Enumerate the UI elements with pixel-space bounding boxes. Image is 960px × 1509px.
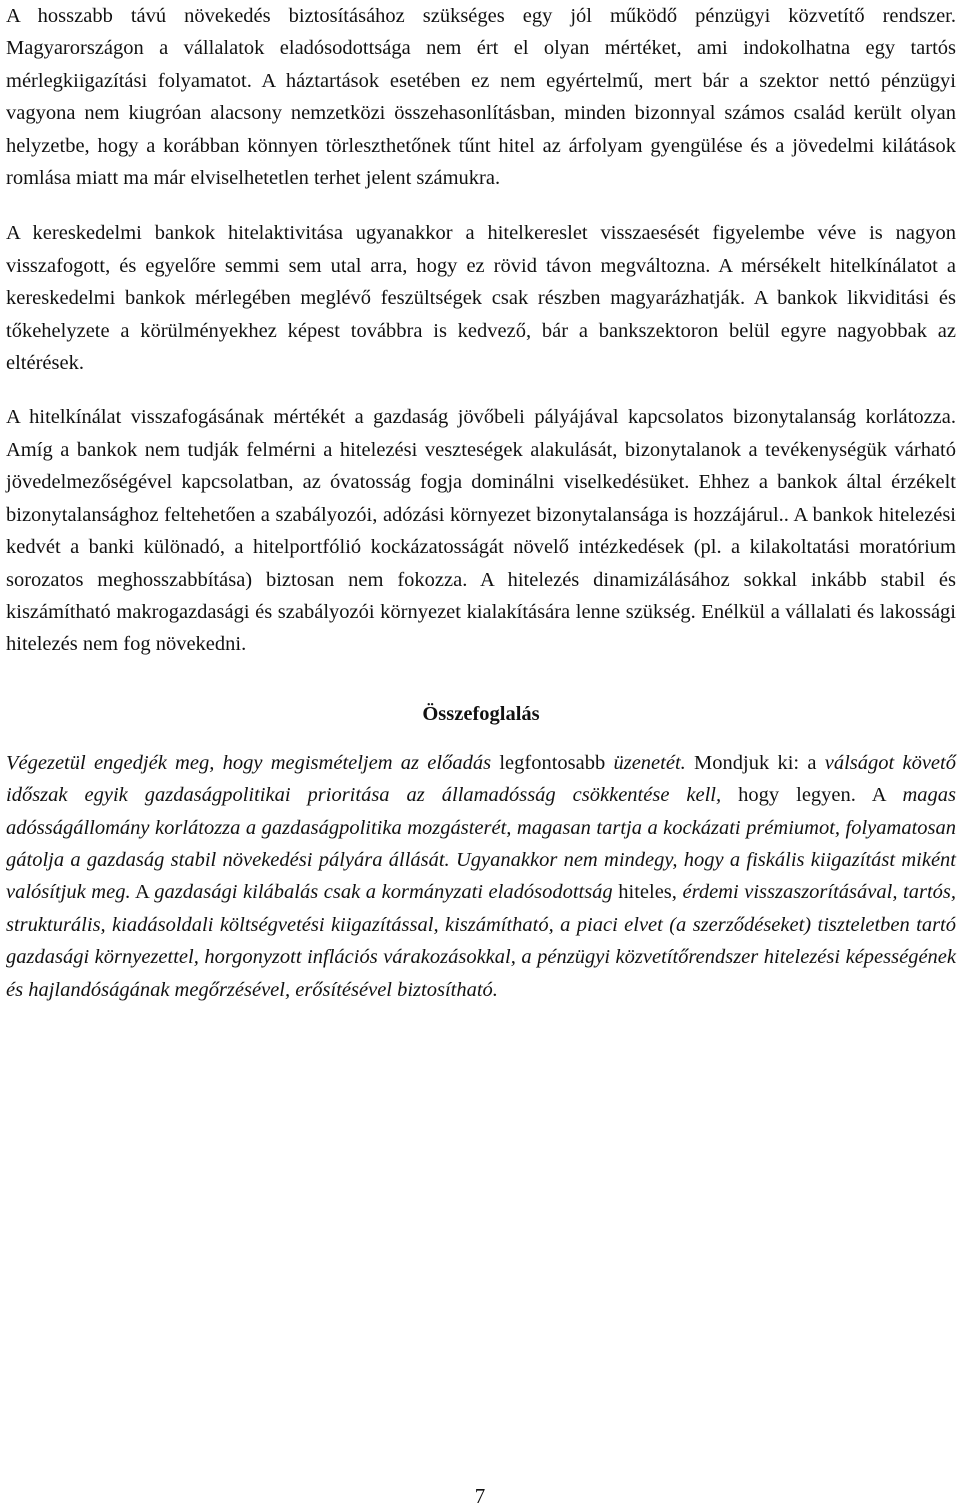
- page-number: 7: [474, 1484, 486, 1508]
- summary-italic-run: érdemi visszaszorításával, tartós, strukturális, kiadásoldali költségvetési kiigazítással, kiszámítható, a piaci elvet (a szerződéseket) tiszteletben tartó gazdasági környezettel, horgonyzott inflációs várakozásokkal, a pénzügyi közvetítőrendszer hitelezési képességének és hajlandóságának megőrzésével, erősítésével biztosítható.: [6, 881, 956, 1001]
- body-paragraph-2: A kereskedelmi bankok hitelaktivitása ugyanakkor a hitelkereslet visszaesését figyelembe véve is nagyon visszafogott, és egyelőre semmi sem utal arra, hogy ez rövid távon megváltozna. A mérsékelt hitelkínálatot a kereskedelmi bankok mérlegében meglévő feszültségek csak részben magyarázhatják. A bankok likviditási és tőkehelyzete a körülményekhez képest továbbra is kedvező, bár a bankszektoron belül egyre nagyobbak az eltérések.: [6, 222, 956, 375]
- summary-upright-run: hiteles,: [612, 881, 683, 904]
- summary-italic-run: üzenetét.: [613, 751, 686, 774]
- summary-heading: Összefoglalás: [422, 702, 540, 725]
- summary-upright-run: A: [130, 881, 155, 904]
- summary-italic-run: magas adósságállomány korlátozza a gazdaságpolitika mozgásterét, magasan tartja a kockázati prémiumot, folyamatosan gátolja a gazdaság stabil növekedési pályára állását. Ugyanakkor nem mindegy, hogy a fiskális kiigazítást miként valósítjuk meg.: [6, 784, 956, 904]
- summary-italic-run: válságot követő időszak egyik gazdaságpolitikai prioritása az államadósság csökkentése kell,: [6, 751, 956, 807]
- document-page: [6, 0, 956, 1006]
- summary-italic-run: Végezetül engedjék meg, hogy megismételjem az előadás: [6, 751, 492, 774]
- summary-upright-run: legfontosabb: [491, 751, 614, 774]
- summary-upright-run: hogy legyen. A: [721, 784, 903, 807]
- summary-italic-run: gazdasági kilábalás csak a kormányzati eladósodottság: [154, 881, 613, 904]
- summary-upright-run: Mondjuk ki: a: [685, 751, 825, 774]
- body-paragraph-3: A hitelkínálat visszafogásának mértékét a gazdaság jövőbeli pályájával kapcsolatos bizonytalanság korlátozza. Amíg a bankok nem tudják felmérni a hitelezési veszteségek alakulását, bizonytalanok a tevékenységük várható jövedelmezőségével kapcsolatban, az óvatosság fogja dominálni viselkedésüket. Ehhez a bankok által érzékelt bizonytalansághoz feltehetően a szabályozói, adózási környezet bizonytalansága is hozzájárul.. A bankok hitelezési kedvét a banki különadó, a hitelportfólió kockázatosságát növelő intézkedések (pl. a kilakoltatási moratórium sorozatos meghosszabbítása) biztosan nem fokozza. A hitelezés dinamizálásához sokkal inkább stabil és kiszámítható makrogazdasági és szabályozói környezet kialakítására lenne szükség. Enélkül a vállalati és lakossági hitelezés nem fog növekedni.: [6, 406, 956, 656]
- body-paragraph-1: A hosszabb távú növekedés biztosításához szükséges egy jól működő pénzügyi közvetítő rendszer. Magyarországon a vállalatok eladósodottsága nem ért el olyan mértéket, ami indokolhatna egy tartós mérlegkiigazítási folyamatot. A háztartások esetében ez nem egyértelmű, mert bár a szektor nettó pénzügyi vagyona nem kiugróan alacsony nemzetközi összehasonlításban, minden bizonnyal számos család került olyan helyzetbe, hogy a korábban könnyen törleszthetőnek tűnt hitel az árfolyam gyengülése és a jövedelmi kilátások romlása miatt ma már elviselhetetlen terhet jelent számukra.: [6, 5, 956, 190]
- summary-paragraph: [6, 747, 956, 1006]
